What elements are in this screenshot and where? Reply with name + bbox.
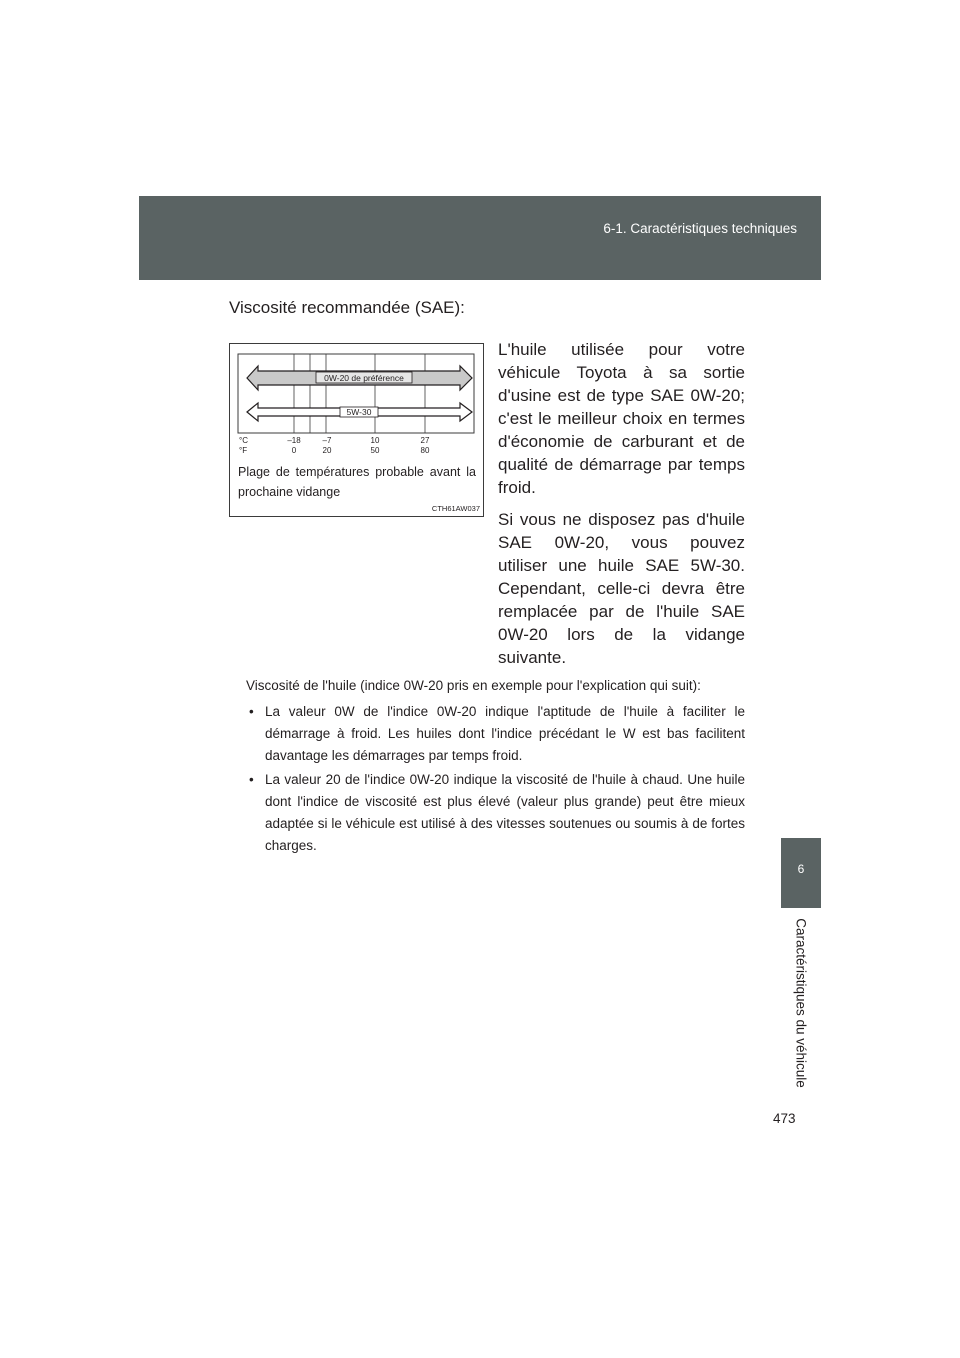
header-title: 6-1. Caractéristiques techniques <box>603 221 797 236</box>
fahrenheit-tick: 20 <box>322 446 332 455</box>
notes-list <box>246 701 745 857</box>
notes-intro: Viscosité de l'huile (indice 0W-20 pris en exemple pour l'explication qui suit): <box>246 678 701 693</box>
list-item-text: La valeur 20 de l'indice 0W-20 indique la viscosité de l'huile à chaud. Une huile dont l'indice de viscosité est plus élevé (valeur plus grande) peut être mieux adaptée si le véhicule est utilisé à des vitesses soutenues ou soumis à de fortes charges. <box>265 772 745 853</box>
bullet: • <box>249 772 254 787</box>
figure-code: CTH61AW037 <box>431 504 480 513</box>
celsius-tick: –18 <box>287 436 301 445</box>
arrow-5w30-label: 5W-30 <box>346 407 372 417</box>
paragraph: Si vous ne disposez pas d'huile SAE 0W-20, vous pouvez utiliser une huile SAE 5W-30. Cependant, celle-ci devra être remplacée par de l'huile SAE 0W-20 lors de la vidange suivante. <box>498 510 745 667</box>
viscosity-figure <box>229 343 484 517</box>
celsius-tick: 10 <box>370 436 380 445</box>
fahrenheit-tick: 80 <box>420 446 430 455</box>
body-text <box>498 338 745 678</box>
header-bar <box>139 196 821 280</box>
list-item <box>246 769 745 857</box>
diagram-frame <box>238 354 474 433</box>
fahrenheit-tick: 0 <box>291 446 297 455</box>
bullet: • <box>249 704 254 719</box>
notes-section <box>246 675 745 859</box>
chapter-label-text: Caractéristiques du véhicule <box>793 918 809 1088</box>
paragraph: L'huile utilisée pour votre véhicule Toyota à sa sortie d'usine est de type SAE 0W-20; c'est le meilleur choix en termes d'économie de carburant et de qualité de démarrage par temps froid. <box>498 340 745 497</box>
list-item-text: La valeur 0W de l'indice 0W-20 indique l'aptitude de l'huile à faciliter le démarrage à froid. Les huiles dont l'indice précédant le W est bas facilitent davantage les démarrages par temps froid. <box>265 704 745 763</box>
page-number: 473 <box>773 1111 796 1126</box>
celsius-tick: –7 <box>322 436 332 445</box>
diagram-grid <box>294 354 425 433</box>
fahrenheit-tick: 50 <box>370 446 380 455</box>
section-title: Viscosité recommandée (SAE): <box>229 298 465 317</box>
celsius-unit: °C <box>239 436 248 445</box>
fahrenheit-unit: °F <box>239 446 248 455</box>
figure-caption: Plage de températures probable avant la prochaine vidange <box>238 465 476 499</box>
chapter-tab <box>781 838 821 908</box>
arrow-0w20-label: 0W-20 de préférence <box>324 373 404 383</box>
celsius-tick: 27 <box>420 436 430 445</box>
chapter-number: 6 <box>797 862 805 876</box>
list-item <box>246 701 745 767</box>
